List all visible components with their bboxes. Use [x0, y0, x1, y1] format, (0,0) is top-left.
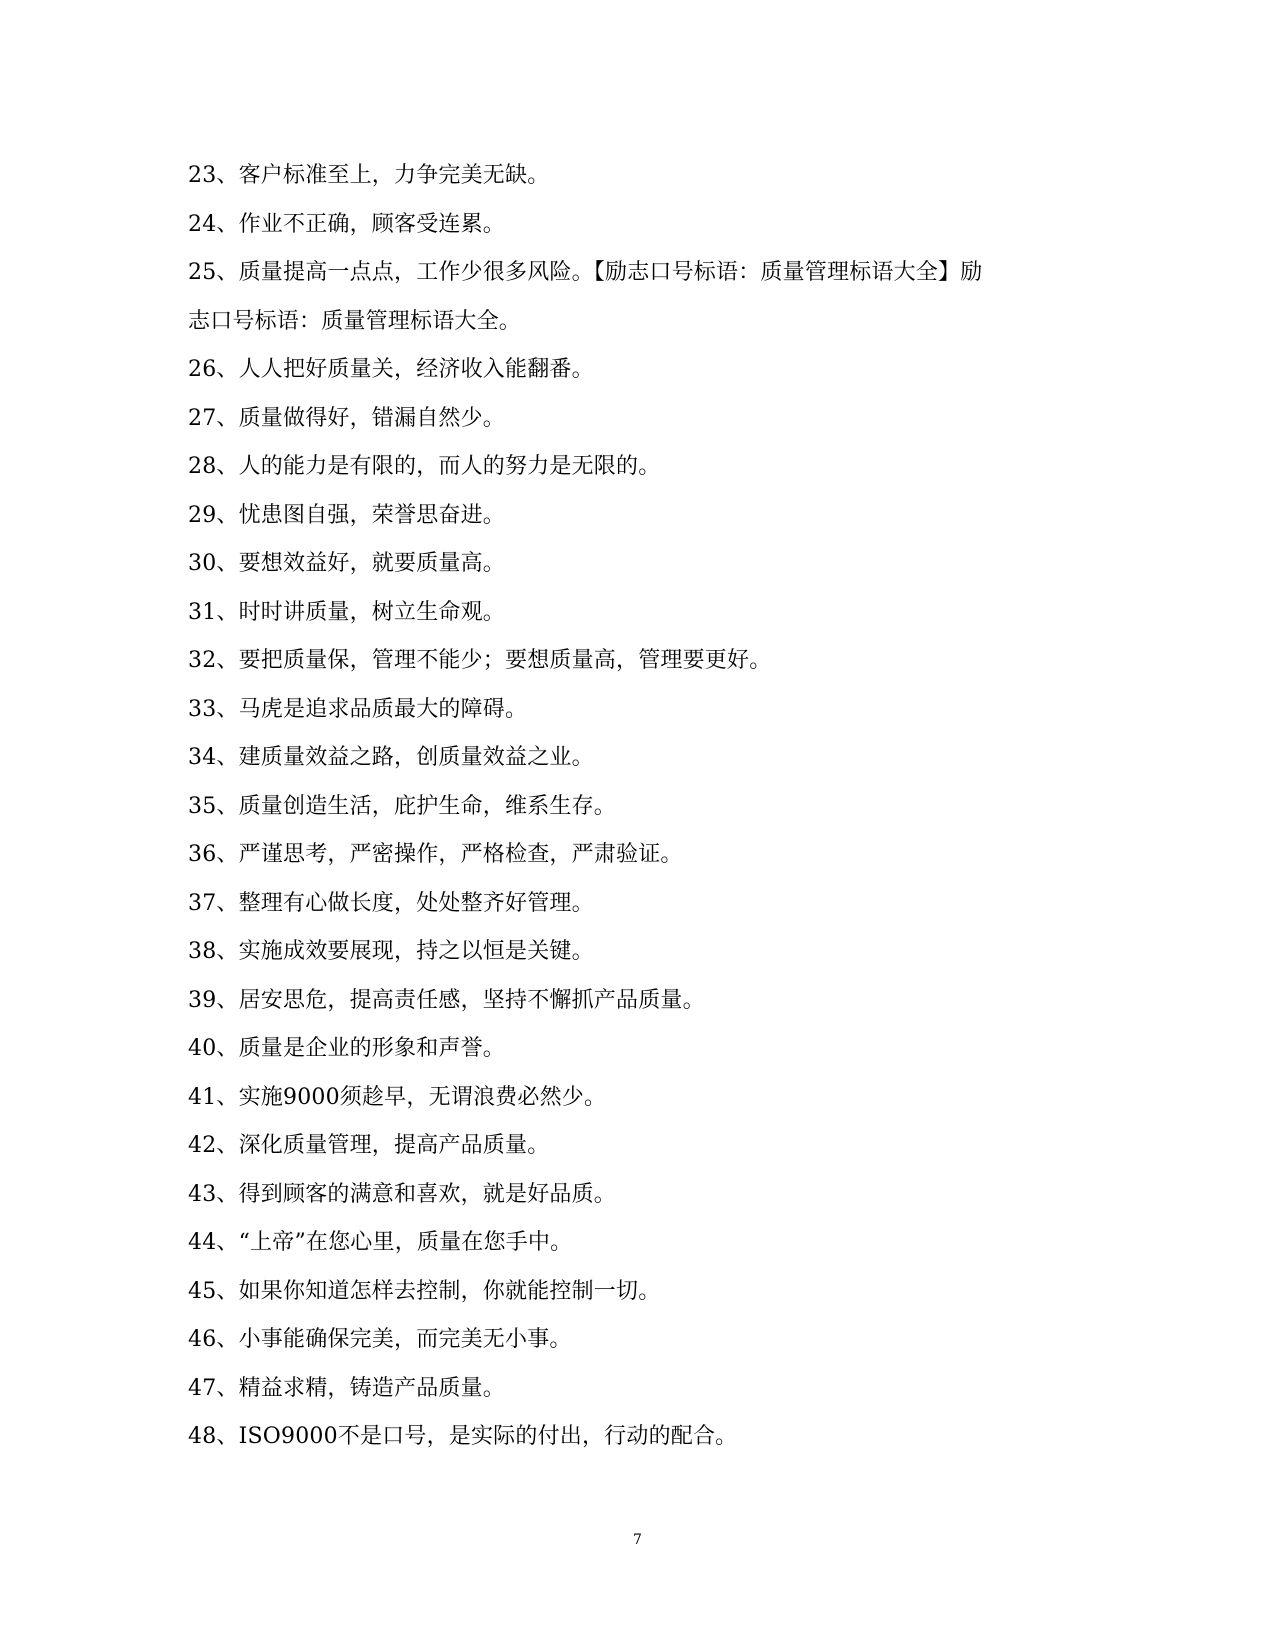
text-line: 47、精益求精，铸造产品质量。 — [188, 1375, 505, 1401]
text-line: 27、质量做得好，错漏自然少。 — [188, 405, 505, 431]
text-line: 35、质量创造生活，庇护生命，维系生存。 — [188, 793, 616, 819]
text-line: 37、整理有心做长度，处处整齐好管理。 — [188, 890, 594, 916]
slogan-list — [188, 152, 1088, 1462]
text-line: 志口号标语：质量管理标语大全。 — [188, 308, 522, 334]
text-line: 38、实施成效要展现，持之以恒是关键。 — [188, 939, 594, 964]
text-line: 32、要把质量保，管理不能少；要想质量高，管理要更好。 — [188, 648, 772, 673]
text-line: 45、如果你知道怎样去控制，你就能控制一切。 — [188, 1278, 661, 1304]
text-line: 33、马虎是追求品质最大的障碍。 — [188, 696, 528, 722]
text-line: 28、人的能力是有限的，而人的努力是无限的。 — [188, 454, 661, 479]
text-line: 40、质量是企业的形象和声誉。 — [188, 1036, 505, 1061]
text-line: 25、质量提高一点点，工作少很多风险。【励志口号标语：质量管理标语大全】励 — [188, 260, 983, 285]
text-line: 41、实施9000须趁早，无谓浪费必然少。 — [188, 1084, 607, 1110]
text-line: 36、严谨思考，严密操作，严格检查，严肃验证。 — [188, 842, 683, 867]
text-line: 34、建质量效益之路，创质量效益之业。 — [188, 745, 594, 770]
text-line: 23、客户标准至上，力争完美无缺。 — [188, 163, 550, 188]
text-line: 26、人人把好质量关，经济收入能翻番。 — [188, 357, 594, 382]
text-line: 42、深化质量管理，提高产品质量。 — [188, 1133, 550, 1158]
text-line: 44、“上帝”在您心里，质量在您手中。 — [188, 1230, 573, 1255]
text-line: 29、忧患图自强，荣誉思奋进。 — [188, 502, 505, 528]
text-line: 46、小事能确保完美，而完美无小事。 — [188, 1327, 572, 1352]
page-number: 7 — [633, 1532, 642, 1548]
text-line: 30、要想效益好，就要质量高。 — [188, 551, 505, 576]
text-line: 43、得到顾客的满意和喜欢，就是好品质。 — [188, 1181, 616, 1207]
text-line: 24、作业不正确，顾客受连累。 — [188, 211, 505, 237]
text-line: 31、时时讲质量，树立生命观。 — [188, 599, 505, 625]
text-line: 39、居安思危，提高责任感，坚持不懈抓产品质量。 — [188, 987, 705, 1013]
text-line: 48、ISO9000不是口号，是实际的付出，行动的配合。 — [188, 1424, 738, 1449]
